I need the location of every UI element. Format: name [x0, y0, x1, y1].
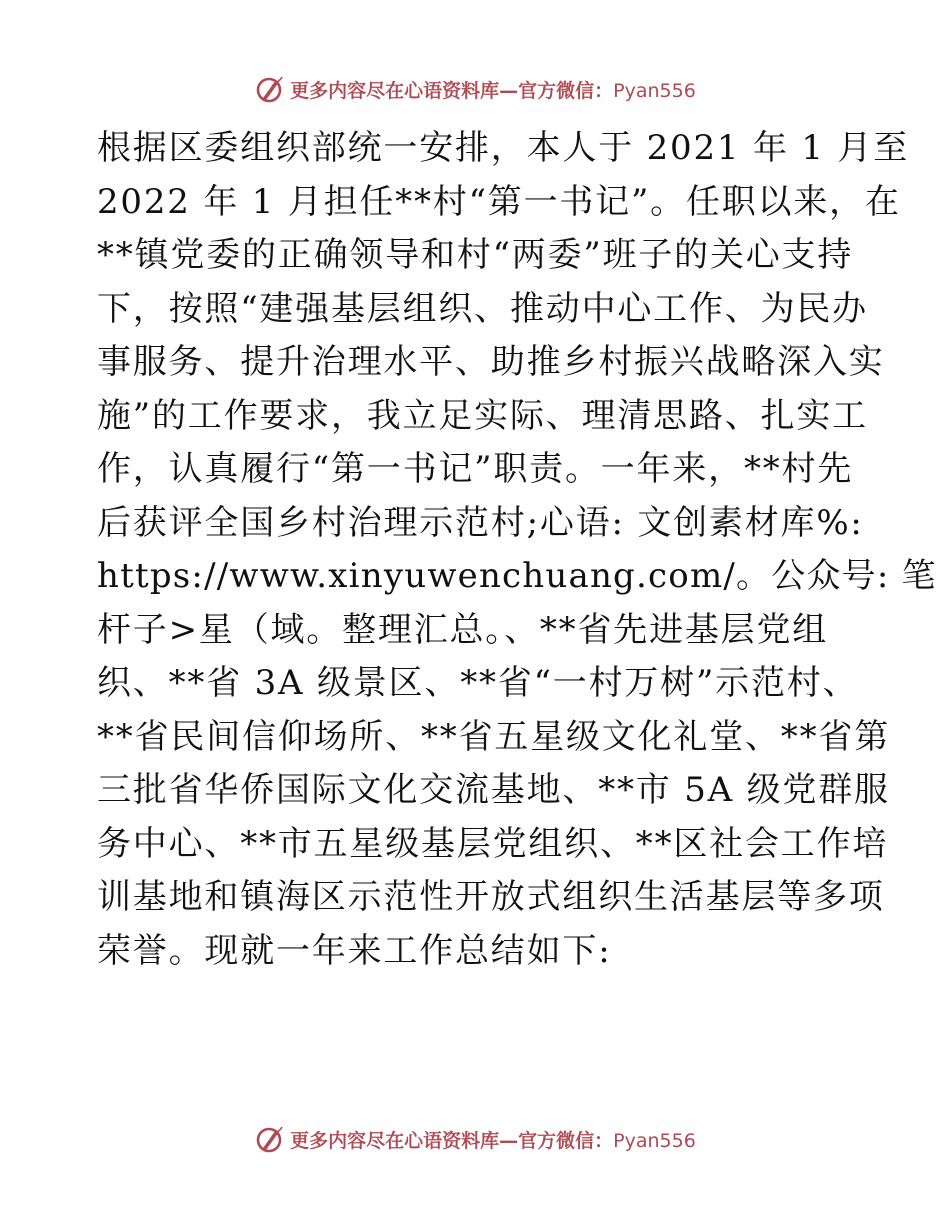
body-line: **省民间信仰场所、**省五星级文化礼堂、**省第	[97, 716, 890, 757]
body-line: 作，认真履行“第一书记”职责。一年来，**村先	[97, 449, 854, 489]
body-line: 务中心、**市五星级基层党组织、**区社会工作培	[97, 823, 889, 864]
document-body	[97, 122, 937, 978]
body-line: 荣誉。现就一年来工作总结如下:	[97, 930, 612, 971]
body-line: 根据区委组织部统一安排，本人于 2021 年 1 月至	[97, 128, 909, 168]
quill-pen-icon	[254, 74, 284, 104]
body-line: 后获评全国乡村治理示范村;心语: 文创素材库%:	[97, 502, 864, 543]
watermark-text	[290, 76, 696, 103]
watermark-label: 更多内容尽在心语资料库—官方微信：	[290, 1129, 614, 1152]
body-line: 2022 年 1 月担任**村“第一书记”。任职以来，在	[97, 181, 901, 222]
header-watermark	[0, 72, 950, 106]
body-line: 施”的工作要求，我立足实际、理清思路、扎实工	[97, 395, 868, 436]
body-line: 事服务、提升治理水平、助推乡村振兴战略深入实	[97, 342, 885, 382]
watermark-text	[290, 1126, 696, 1153]
body-line: 织、**省 3A 级景区、**省“一村万树”示范村、	[97, 663, 859, 703]
body-line: https://www.xinyuwenchuang.com/。公众号: 笔	[97, 556, 937, 596]
body-line: 训基地和镇海区示范性开放式组织生活基层等多项	[97, 877, 885, 917]
body-line: 下，按照“建强基层组织、推动中心工作、为民办	[97, 288, 868, 329]
quill-pen-icon	[254, 1124, 284, 1154]
footer-watermark	[0, 1122, 950, 1156]
watermark-handle: Pyan556	[613, 79, 696, 102]
watermark-handle: Pyan556	[613, 1129, 696, 1152]
body-line: **镇党委的正确领导和村“两委”班子的关心支持	[97, 235, 854, 275]
watermark-label: 更多内容尽在心语资料库—官方微信：	[290, 79, 614, 102]
body-line: 杆子>星（域。整理汇总。、**省先进基层党组	[97, 609, 829, 650]
body-line: 三批省华侨国际文化交流基地、**市 5A 级党群服	[97, 770, 890, 810]
